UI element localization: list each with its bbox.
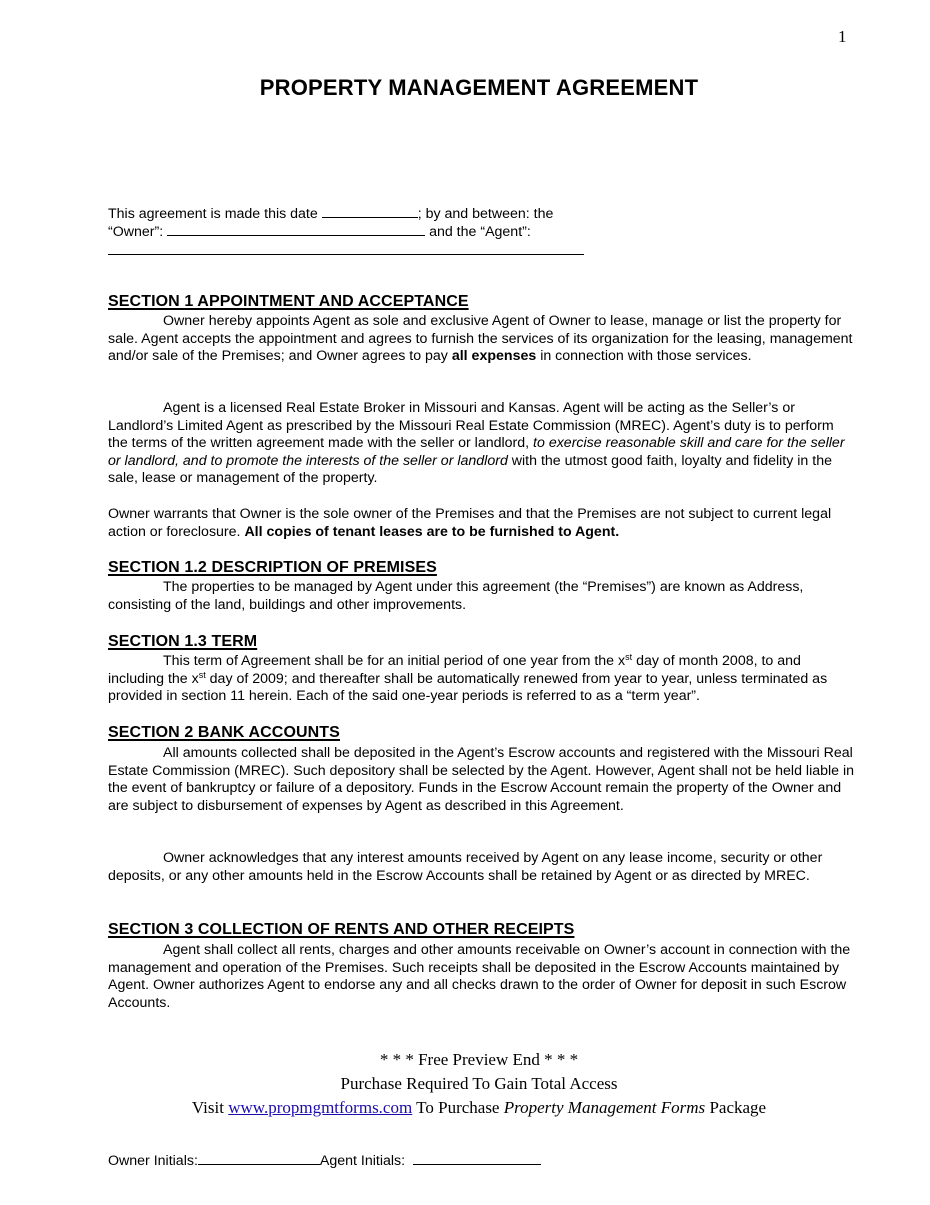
- section1-p1-text: Owner hereby appoints Agent as sole and exclusive Agent of Owner to lease, manage or list the property for sale. Agent accepts the appointment and agrees to furnish the services of its organization for the leasing, management and/or sale of the Premises; and Owner agrees to pay: [108, 313, 853, 365]
- section2-heading: SECTION 2 BANK ACCOUNTS: [108, 724, 340, 741]
- section1-p2-tail: with the utmost good faith, loyalty and fidelity in the sale, lease or management of the property.: [108, 452, 832, 487]
- owner-label: “Owner”:: [108, 223, 168, 240]
- term-sup-1: st: [625, 652, 633, 662]
- term-text-3: day of 2009; and thereafter shall be automatically renewed from year to year, unless terminated as provided in section 11 herein. Each of the said one-year periods is referred to as a “term year”.: [108, 670, 828, 705]
- agent-initials-label: Agent Initials:: [319, 1153, 413, 1169]
- visit-line: [0, 1096, 930, 1120]
- section1-p1-tail: in connection with those services.: [536, 348, 752, 365]
- section1-heading: SECTION 1 APPOINTMENT AND ACCEPTANCE: [108, 293, 469, 310]
- term-text-2: day of month 2008, to and including the x: [108, 653, 801, 687]
- intro-line-1: [108, 204, 856, 222]
- owner-blank[interactable]: [167, 222, 425, 236]
- section1-p1-bold: all expenses: [451, 348, 537, 365]
- section1-p3-text: Owner warrants that Owner is the sole owner of the Premises and that the Premises are not subject to current legal action or foreclosure.: [108, 506, 832, 540]
- propmgmtforms-link[interactable]: www.propmgmtforms.com: [228, 1098, 413, 1117]
- intro-line1-tail: ; by and between: the: [417, 206, 554, 222]
- owner-initials-label: Owner Initials:: [108, 1153, 198, 1169]
- agent-initials-blank[interactable]: [413, 1151, 541, 1165]
- term-text-1: This term of Agreement shall be for an initial period of one year from the x: [163, 653, 626, 669]
- package-text: Package: [705, 1098, 767, 1117]
- section1-paragraph-3: [108, 506, 856, 541]
- purchase-required-text: Purchase Required To Gain Total Access: [340, 1074, 618, 1093]
- section1-p3-bold: All copies of tenant leases are to be furnished to Agent.: [244, 523, 620, 540]
- preview-end-notice: * * * Free Preview End * * *: [379, 1050, 579, 1069]
- term-sup-2: st: [198, 669, 206, 680]
- intro-block: [108, 204, 856, 239]
- section2-paragraph-2: Owner acknowledges that any interest amounts received by Agent on any lease income, security or other deposits, or any other amounts held in the Escrow Accounts shall be retained by Agent or as directed by MREC.: [108, 850, 823, 884]
- agent-label: and the “Agent”:: [425, 223, 531, 240]
- section1-paragraph-2: [108, 400, 856, 488]
- intro-line1-text: This agreement is made this date: [108, 206, 322, 222]
- section3-heading: SECTION 3 COLLECTION OF RENTS AND OTHER RECEIPTS: [108, 921, 575, 938]
- section3-paragraph: Agent shall collect all rents, charges and other amounts receivable on Owner’s account in connection with the management and operation of the Premises. Such receipts shall be deposited in the Escrow Accounts maintained by Agent. Owner authorizes Agent to endorse any and all checks drawn to the order of Owner for deposit in such Escrow Accounts.: [108, 942, 851, 1011]
- intro-line-2: [108, 222, 856, 240]
- document-title: PROPERTY MANAGEMENT AGREEMENT: [259, 75, 699, 100]
- section2-paragraph-1: All amounts collected shall be deposited in the Agent’s Escrow accounts and registered with the Missouri Real Estate Commission (MREC). Such depository shall be selected by the Agent. However, Agent shall not be held liable in the event of bankruptcy or failure of a depository. Funds in the Escrow Account remain the property of the Owner and are subject to disbursement of expenses by Agent as described in this Agreement.: [108, 745, 855, 814]
- section1-3-paragraph: [108, 653, 856, 706]
- date-blank[interactable]: [322, 204, 418, 218]
- section1-3-heading: SECTION 1.3 TERM: [108, 633, 258, 650]
- initials-line: [108, 1151, 541, 1169]
- section1-p2-italic: to exercise reasonable skill and care for the seller or landlord, and to promote the interests of the seller or landlord: [108, 435, 845, 469]
- section1-2-heading: SECTION 1.2 DESCRIPTION OF PREMISES: [108, 559, 437, 576]
- section1-paragraph-1: [108, 313, 856, 366]
- forms-package-name: Property Management Forms: [503, 1098, 706, 1117]
- agent-blank[interactable]: [108, 254, 584, 255]
- page-number: 1: [838, 27, 847, 46]
- section1-2-paragraph: The properties to be managed by Agent under this agreement (the “Premises”) are known as Address, consisting of the land, buildings and other improvements.: [108, 579, 804, 613]
- section1-p2-text: Agent is a licensed Real Estate Broker in Missouri and Kansas. Agent will be acting as the Seller’s or Landlord’s Limited Agent as prescribed by the Missouri Real Estate Commission (MREC). Agent’s duty is to perform the terms of the written agreement made with the seller or landlord,: [108, 400, 834, 452]
- to-purchase-text: To Purchase: [412, 1098, 504, 1117]
- visit-text: Visit: [191, 1098, 229, 1117]
- owner-initials-blank[interactable]: [198, 1151, 320, 1165]
